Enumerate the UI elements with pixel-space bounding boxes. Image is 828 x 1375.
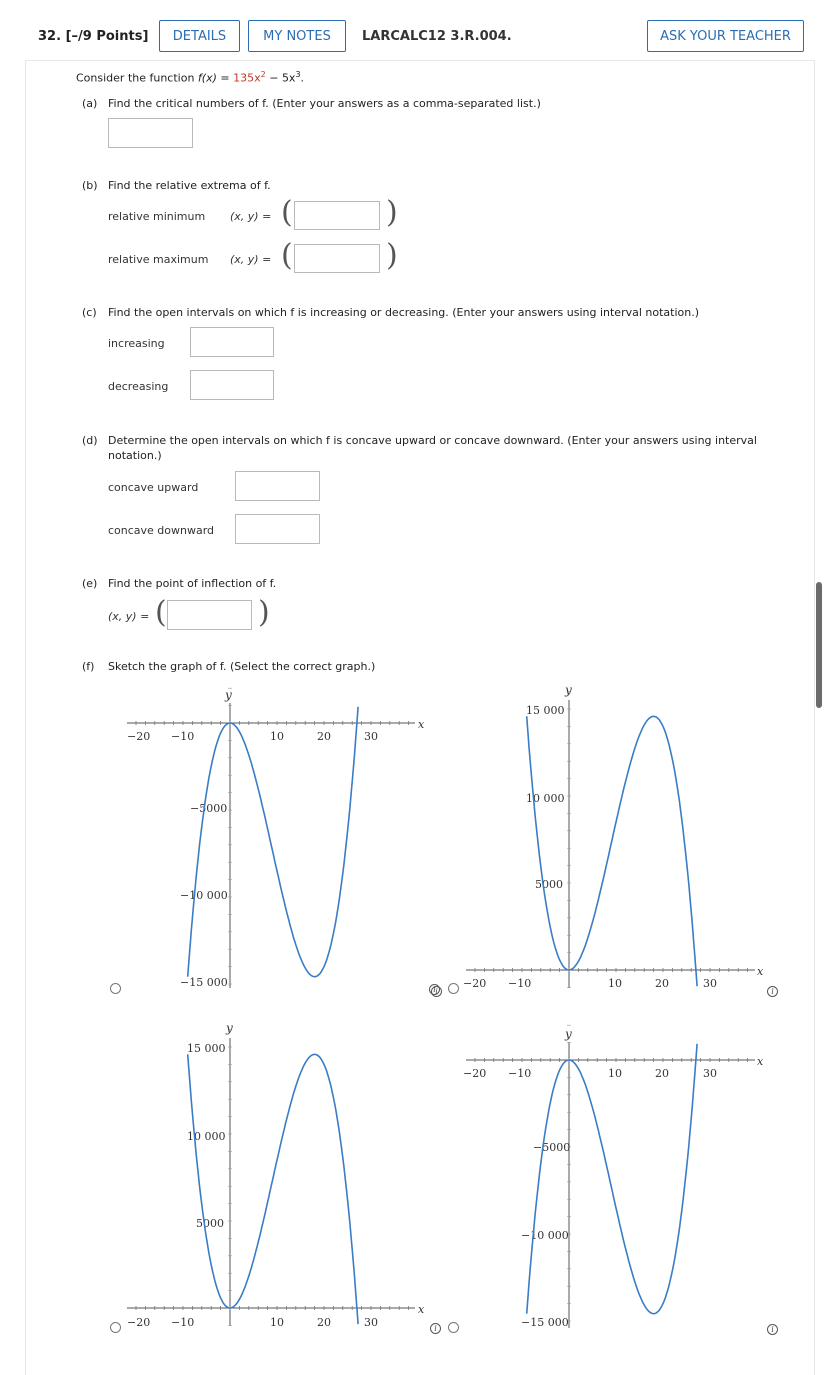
part-a-letter: (a) <box>82 97 98 110</box>
x-tick-label: 20 <box>317 730 331 743</box>
y-axis-label: y <box>225 688 232 702</box>
y-tick-label: −5000 <box>533 1141 571 1154</box>
y-tick-label: 10 000 <box>187 1130 226 1143</box>
my-notes-button[interactable]: MY NOTES <box>248 20 346 52</box>
relative-maximum-input[interactable] <box>294 244 380 273</box>
open-paren: ( <box>281 238 293 273</box>
scrollbar-thumb[interactable] <box>816 582 822 708</box>
decreasing-label: decreasing <box>108 380 169 393</box>
increasing-label: increasing <box>108 337 165 350</box>
y-axis-label: y <box>565 1027 572 1041</box>
x-axis-label: x <box>757 1055 764 1068</box>
x-tick-label: 30 <box>703 977 717 990</box>
graph-option-3 <box>110 1018 440 1338</box>
x-tick-label: −20 <box>127 1316 151 1329</box>
y-tick-label: 5000 <box>196 1217 224 1230</box>
x-tick-label: 10 <box>608 1067 622 1080</box>
details-button[interactable]: DETAILS <box>159 20 240 52</box>
increasing-input[interactable] <box>190 327 274 357</box>
x-tick-label: −20 <box>463 977 487 990</box>
concave-upward-input[interactable] <box>235 471 320 501</box>
concave-downward-label: concave downward <box>108 524 215 537</box>
part-a-text: Find the critical numbers of f. (Enter your answers as a comma-separated list.) <box>108 97 541 110</box>
part-c-text: Find the open intervals on which f is increasing or decreasing. (Enter your answers using interval notation.) <box>108 306 700 319</box>
close-paren: ) <box>258 595 270 630</box>
graph-option-1 <box>110 685 440 995</box>
x-tick-label: −10 <box>171 1316 195 1329</box>
x-tick-label: 20 <box>655 977 669 990</box>
y-tick-label: −15 000 <box>180 976 228 989</box>
function-curve <box>527 716 697 986</box>
max-xy-label: (x, y) = <box>230 253 272 266</box>
function-curve <box>188 707 358 977</box>
y-axis-label: y <box>226 1021 233 1035</box>
graph-option-3-radio[interactable] <box>110 1322 121 1333</box>
part-f-letter: (f) <box>82 660 95 673</box>
x-axis-label: x <box>418 1303 425 1316</box>
relative-maximum-label: relative maximum <box>108 253 209 266</box>
x-tick-label: −20 <box>127 730 151 743</box>
part-e-text: Find the point of inflection of f. <box>108 577 277 590</box>
min-xy-label: (x, y) = <box>230 210 272 223</box>
x-tick-label: 30 <box>364 1316 378 1329</box>
info-icon[interactable]: i <box>767 1324 778 1335</box>
concave-upward-label: concave upward <box>108 481 199 494</box>
x-axis-label: x <box>757 965 764 978</box>
x-tick-label: 10 <box>270 1316 284 1329</box>
y-tick-label: −10 000 <box>521 1229 569 1242</box>
info-icon[interactable]: i <box>429 984 440 995</box>
inflection-xy-label: (x, y) = <box>108 610 150 623</box>
graph-option-4 <box>455 1020 775 1338</box>
function-curve <box>188 1054 358 1324</box>
y-tick-label: 15 000 <box>526 704 565 717</box>
close-paren: ) <box>386 238 398 273</box>
part-d-text-2: notation.) <box>108 449 162 462</box>
info-icon[interactable]: i <box>767 986 778 997</box>
x-tick-label: 10 <box>270 730 284 743</box>
close-paren: ) <box>386 195 398 230</box>
relative-minimum-label: relative minimum <box>108 210 206 223</box>
x-tick-label: −20 <box>463 1067 487 1080</box>
problem-intro: Consider the function $f(x) = 135x^2 - 5x^3$. <box>76 70 305 85</box>
x-tick-label: −10 <box>508 977 532 990</box>
graph-option-1-radio[interactable] <box>110 983 121 994</box>
x-tick-label: 30 <box>703 1067 717 1080</box>
y-tick-label: −10 000 <box>180 889 228 902</box>
function-curve <box>527 1044 697 1314</box>
info-icon[interactable]: i <box>430 1323 441 1334</box>
part-f-text: Sketch the graph of f. (Select the correct graph.) <box>108 660 376 673</box>
y-tick-label: 5000 <box>535 878 563 891</box>
x-axis-label: x <box>418 718 425 731</box>
x-tick-label: −10 <box>508 1067 532 1080</box>
part-d-text: Determine the open intervals on which f is concave upward or concave downward. (Enter your answers using interval <box>108 434 757 447</box>
x-tick-label: −10 <box>171 730 195 743</box>
points-label: [–/9 Points] <box>65 29 149 44</box>
question-number: 32. [–/9 Points] <box>38 29 149 44</box>
y-tick-label: −15 000 <box>521 1316 569 1329</box>
info-icon[interactable]: i <box>431 986 442 997</box>
decreasing-input[interactable] <box>190 370 274 400</box>
part-b-text: Find the relative extrema of f. <box>108 179 271 192</box>
x-tick-label: 30 <box>364 730 378 743</box>
concave-downward-input[interactable] <box>235 514 320 544</box>
graph-option-2-radio[interactable] <box>448 983 459 994</box>
x-tick-label: 10 <box>608 977 622 990</box>
x-tick-label: 20 <box>655 1067 669 1080</box>
y-tick-label: −5000 <box>190 802 228 815</box>
problem-code: LARCALC12 3.R.004. <box>362 29 512 44</box>
y-tick-label: 10 000 <box>526 792 565 805</box>
x-tick-label: 20 <box>317 1316 331 1329</box>
part-b-letter: (b) <box>82 179 98 192</box>
y-tick-label: 15 000 <box>187 1042 226 1055</box>
inflection-point-input[interactable] <box>167 600 252 630</box>
open-paren: ( <box>155 595 167 630</box>
part-c-letter: (c) <box>82 306 97 319</box>
relative-minimum-input[interactable] <box>294 201 380 230</box>
y-axis-label: y <box>565 683 572 697</box>
part-d-letter: (d) <box>82 434 98 447</box>
open-paren: ( <box>281 195 293 230</box>
graph-option-2 <box>455 680 775 995</box>
critical-numbers-input[interactable] <box>108 118 193 148</box>
part-e-letter: (e) <box>82 577 98 590</box>
ask-teacher-button[interactable]: ASK YOUR TEACHER <box>647 20 804 52</box>
